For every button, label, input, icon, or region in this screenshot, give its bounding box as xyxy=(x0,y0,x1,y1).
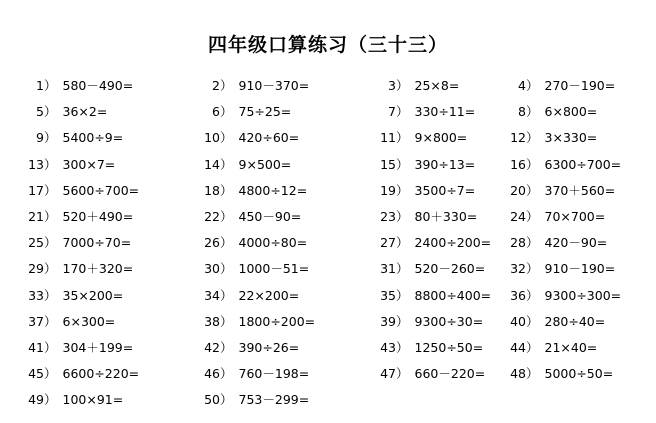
exercise-item xyxy=(196,364,309,382)
exercise-number: 44 xyxy=(510,339,526,355)
exercise-number: 33 xyxy=(28,287,44,303)
exercise-number: 42 xyxy=(204,339,220,355)
exercise-expression: 7000÷70= xyxy=(62,235,132,251)
exercise-item xyxy=(196,259,309,277)
exercise-expression: 6×300= xyxy=(62,313,116,329)
number-paren: ） xyxy=(44,313,57,329)
exercise-expression: 390÷26= xyxy=(238,339,300,355)
number-paren: ） xyxy=(526,182,539,198)
exercise-item xyxy=(20,207,133,225)
exercise-item xyxy=(502,259,615,277)
exercise-expression: 170＋320= xyxy=(62,261,134,277)
exercise-expression: 1800÷200= xyxy=(238,313,316,329)
exercise-expression: 420÷60= xyxy=(238,130,300,146)
number-paren: ） xyxy=(526,235,539,251)
exercise-expression: 450－90= xyxy=(238,208,302,224)
exercise-item xyxy=(372,181,475,199)
exercise-item xyxy=(196,390,309,408)
exercise-item xyxy=(20,102,107,120)
exercise-number: 14 xyxy=(204,156,220,172)
number-paren: ） xyxy=(526,208,539,224)
number-paren: ） xyxy=(220,392,233,408)
exercise-row xyxy=(20,207,640,233)
number-paren: ） xyxy=(396,156,409,172)
exercise-number: 1 xyxy=(36,78,44,93)
exercise-expression: 1250÷50= xyxy=(414,339,484,355)
exercise-number: 21 xyxy=(28,208,44,224)
number-paren: ） xyxy=(396,130,409,146)
number-paren: ） xyxy=(396,182,409,198)
number-paren: ） xyxy=(220,130,233,146)
exercise-item xyxy=(502,207,605,225)
exercise-expression: 5400÷9= xyxy=(62,130,124,146)
exercise-item xyxy=(502,128,597,146)
exercise-expression: 910－190= xyxy=(544,261,616,277)
exercise-expression: 6600÷220= xyxy=(62,366,140,382)
number-paren: ） xyxy=(220,261,233,277)
exercise-row xyxy=(20,390,640,416)
exercise-expression: 910－370= xyxy=(238,78,310,93)
number-paren: ） xyxy=(44,392,57,408)
exercise-number: 46 xyxy=(204,366,220,382)
number-paren: ） xyxy=(220,156,233,172)
exercise-number: 35 xyxy=(380,287,396,303)
exercise-number: 28 xyxy=(510,235,526,251)
exercise-number: 39 xyxy=(380,313,396,329)
exercise-item xyxy=(372,128,467,146)
number-paren: ） xyxy=(526,130,539,146)
exercise-expression: 304＋199= xyxy=(62,339,134,355)
exercise-item xyxy=(372,155,475,173)
exercise-number: 20 xyxy=(510,182,526,198)
exercise-number: 38 xyxy=(204,313,220,329)
exercise-item xyxy=(20,390,123,408)
exercise-item xyxy=(196,181,307,199)
exercise-item xyxy=(196,312,315,330)
exercise-number: 22 xyxy=(204,208,220,224)
number-paren: ） xyxy=(526,313,539,329)
exercise-number: 49 xyxy=(28,392,44,408)
exercise-number: 47 xyxy=(380,366,396,382)
exercise-number: 15 xyxy=(380,156,396,172)
exercise-row xyxy=(20,181,640,207)
exercise-number: 9 xyxy=(36,130,44,146)
exercise-number: 6 xyxy=(212,104,220,120)
exercise-expression: 580－490= xyxy=(62,78,134,93)
exercise-item xyxy=(20,338,133,356)
exercise-item xyxy=(20,259,133,277)
exercise-number: 18 xyxy=(204,182,220,198)
exercise-expression: 3500÷7= xyxy=(414,182,476,198)
exercise-item xyxy=(372,286,491,304)
exercise-item xyxy=(502,155,621,173)
exercise-number: 8 xyxy=(518,104,526,120)
number-paren: ） xyxy=(44,104,57,120)
number-paren: ） xyxy=(396,208,409,224)
exercise-expression: 75÷25= xyxy=(238,104,292,120)
number-paren: ） xyxy=(220,208,233,224)
exercise-row xyxy=(20,259,640,285)
exercise-row xyxy=(20,102,640,128)
number-paren: ） xyxy=(220,235,233,251)
exercise-item xyxy=(20,233,131,251)
exercise-expression: 280÷40= xyxy=(544,313,606,329)
exercise-expression: 753－299= xyxy=(238,392,310,408)
number-paren: ） xyxy=(44,366,57,382)
number-paren: ） xyxy=(396,287,409,303)
exercise-item xyxy=(196,286,299,304)
exercise-expression: 9300÷30= xyxy=(414,313,484,329)
exercise-expression: 3×330= xyxy=(544,130,598,146)
exercise-expression: 520＋490= xyxy=(62,208,134,224)
exercise-number: 45 xyxy=(28,366,44,382)
exercise-item xyxy=(502,233,607,251)
exercise-item xyxy=(502,76,615,94)
exercise-expression: 420－90= xyxy=(544,235,608,251)
exercise-number: 12 xyxy=(510,130,526,146)
number-paren: ） xyxy=(220,182,233,198)
exercise-expression: 9×800= xyxy=(414,130,468,146)
exercise-expression: 21×40= xyxy=(544,339,598,355)
number-paren: ） xyxy=(396,104,409,120)
exercise-number: 23 xyxy=(380,208,396,224)
exercise-expression: 100×91= xyxy=(62,392,124,408)
exercise-item xyxy=(196,102,291,120)
exercise-number: 34 xyxy=(204,287,220,303)
exercise-number: 26 xyxy=(204,235,220,251)
exercise-number: 29 xyxy=(28,261,44,277)
page-title: 四年级口算练习（三十三） xyxy=(207,34,448,56)
exercise-expression: 760－198= xyxy=(238,366,310,382)
exercise-expression: 9×500= xyxy=(238,156,292,172)
number-paren: ） xyxy=(396,366,409,382)
exercise-item xyxy=(372,364,485,382)
number-paren: ） xyxy=(44,235,57,251)
exercise-expression: 660－220= xyxy=(414,366,486,382)
exercise-number: 43 xyxy=(380,339,396,355)
exercise-row xyxy=(20,76,640,102)
number-paren: ） xyxy=(396,78,409,93)
number-paren: ） xyxy=(220,78,233,93)
exercise-expression: 520－260= xyxy=(414,261,486,277)
exercise-expression: 330÷11= xyxy=(414,104,476,120)
exercise-item xyxy=(502,338,597,356)
exercise-expression: 4000÷80= xyxy=(238,235,308,251)
exercise-expression: 300×7= xyxy=(62,156,116,172)
number-paren: ） xyxy=(526,287,539,303)
exercise-expression: 36×2= xyxy=(62,104,108,120)
exercise-number: 24 xyxy=(510,208,526,224)
number-paren: ） xyxy=(396,339,409,355)
exercise-expression: 5000÷50= xyxy=(544,366,614,382)
exercise-item xyxy=(20,181,139,199)
exercise-item xyxy=(502,102,597,120)
exercise-item xyxy=(20,312,115,330)
number-paren: ） xyxy=(220,366,233,382)
exercise-expression: 9300÷300= xyxy=(544,287,622,303)
exercise-expression: 25×8= xyxy=(414,78,460,93)
exercise-item xyxy=(196,76,309,94)
exercise-item xyxy=(196,233,307,251)
exercise-number: 11 xyxy=(380,130,396,146)
number-paren: ） xyxy=(44,339,57,355)
exercise-item xyxy=(196,338,299,356)
number-paren: ） xyxy=(220,339,233,355)
number-paren: ） xyxy=(526,78,539,93)
exercise-number: 41 xyxy=(28,339,44,355)
exercise-item xyxy=(372,207,477,225)
exercise-number: 36 xyxy=(510,287,526,303)
exercise-item xyxy=(372,102,475,120)
exercise-number: 50 xyxy=(204,392,220,408)
exercise-item xyxy=(372,338,483,356)
exercise-expression: 70×700= xyxy=(544,208,606,224)
exercise-item xyxy=(502,364,613,382)
exercise-item xyxy=(20,155,115,173)
exercise-expression: 1000－51= xyxy=(238,261,310,277)
exercise-number: 5 xyxy=(36,104,44,120)
exercise-expression: 5600÷700= xyxy=(62,182,140,198)
exercise-row xyxy=(20,312,640,338)
exercise-item xyxy=(502,286,621,304)
exercise-item xyxy=(372,259,485,277)
number-paren: ） xyxy=(44,130,57,146)
exercise-expression: 6×800= xyxy=(544,104,598,120)
number-paren: ） xyxy=(526,339,539,355)
number-paren: ） xyxy=(44,156,57,172)
exercise-expression: 270－190= xyxy=(544,78,616,93)
exercise-item xyxy=(372,312,483,330)
exercise-item xyxy=(20,286,123,304)
exercise-number: 37 xyxy=(28,313,44,329)
exercise-number: 13 xyxy=(28,156,44,172)
number-paren: ） xyxy=(396,261,409,277)
exercise-expression: 6300÷700= xyxy=(544,156,622,172)
exercise-item xyxy=(502,181,615,199)
number-paren: ） xyxy=(396,313,409,329)
exercise-number: 32 xyxy=(510,261,526,277)
number-paren: ） xyxy=(44,78,57,93)
number-paren: ） xyxy=(44,261,57,277)
exercise-number: 25 xyxy=(28,235,44,251)
exercise-expression: 4800÷12= xyxy=(238,182,308,198)
number-paren: ） xyxy=(526,104,539,120)
exercise-item xyxy=(196,128,299,146)
exercise-item xyxy=(20,128,123,146)
exercise-item xyxy=(196,155,291,173)
exercise-expression: 2400÷200= xyxy=(414,235,492,251)
exercise-item xyxy=(502,312,605,330)
number-paren: ） xyxy=(526,261,539,277)
exercise-expression: 35×200= xyxy=(62,287,124,303)
number-paren: ） xyxy=(220,287,233,303)
exercise-item xyxy=(372,76,459,94)
exercise-row xyxy=(20,155,640,181)
exercise-grid xyxy=(20,76,640,416)
exercise-number: 4 xyxy=(518,78,526,93)
exercise-number: 19 xyxy=(380,182,396,198)
exercise-expression: 80＋330= xyxy=(414,208,478,224)
number-paren: ） xyxy=(44,208,57,224)
exercise-number: 27 xyxy=(380,235,396,251)
exercise-number: 3 xyxy=(388,78,396,93)
number-paren: ） xyxy=(526,366,539,382)
exercise-expression: 22×200= xyxy=(238,287,300,303)
exercise-expression: 390÷13= xyxy=(414,156,476,172)
exercise-number: 31 xyxy=(380,261,396,277)
exercise-item xyxy=(20,76,133,94)
number-paren: ） xyxy=(396,235,409,251)
exercise-number: 10 xyxy=(204,130,220,146)
exercise-row xyxy=(20,233,640,259)
exercise-number: 30 xyxy=(204,261,220,277)
exercise-row xyxy=(20,364,640,390)
exercise-row xyxy=(20,128,640,154)
exercise-expression: 8800÷400= xyxy=(414,287,492,303)
number-paren: ） xyxy=(220,104,233,120)
exercise-number: 2 xyxy=(212,78,220,93)
number-paren: ） xyxy=(526,156,539,172)
exercise-expression: 370＋560= xyxy=(544,182,616,198)
exercise-number: 48 xyxy=(510,366,526,382)
number-paren: ） xyxy=(44,287,57,303)
exercise-number: 7 xyxy=(388,104,396,120)
exercise-item xyxy=(20,364,139,382)
exercise-number: 40 xyxy=(510,313,526,329)
exercise-number: 16 xyxy=(510,156,526,172)
number-paren: ） xyxy=(44,182,57,198)
exercise-item xyxy=(372,233,491,251)
exercise-row xyxy=(20,286,640,312)
number-paren: ） xyxy=(220,313,233,329)
exercise-item xyxy=(196,207,301,225)
exercise-number: 17 xyxy=(28,182,44,198)
exercise-row xyxy=(20,338,640,364)
